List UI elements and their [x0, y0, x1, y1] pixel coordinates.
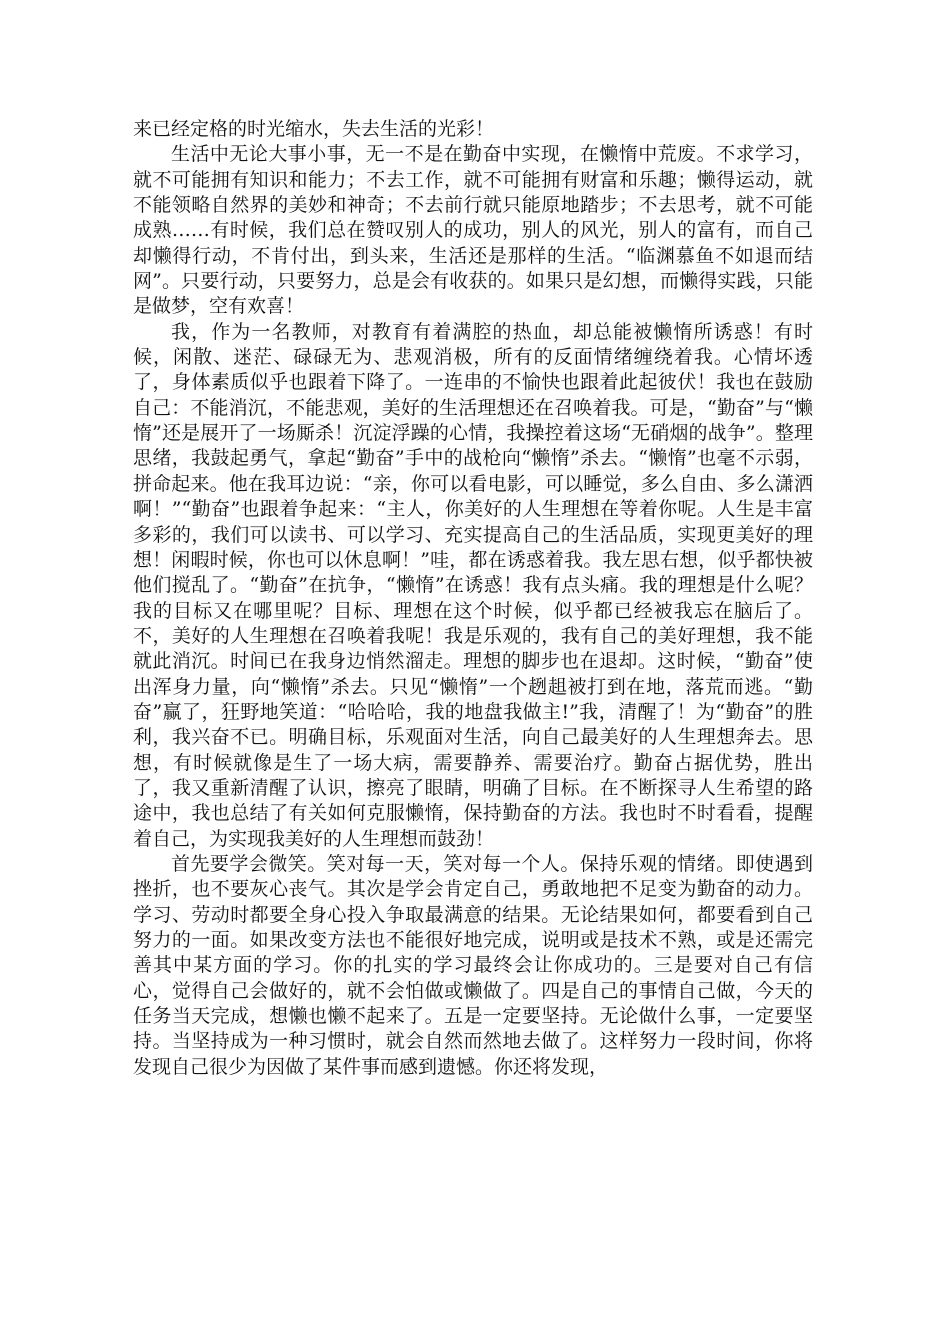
paragraph-teacher-struggle: 我，作为一名教师，对教育有着满腔的热血，却总能被懒惰所诱惑！有时候，闲散、迷茫、碌碌无为、悲观消极，所有的反面情绪缠绕着我。心情坏透了，身体素质似乎也跟着下降了。一连串的不愉快也跟着此起彼伏！我也在鼓励自己：不能消沉，不能悲观，美好的生活理想还在召唤着我。可是，“勤奋”与“懒惰”还是展开了一场厮杀！沉淀浮躁的心情，我操控着这场“无硝烟的战争”。整理思绪，我鼓起勇气，拿起“勤奋”手中的战枪向“懒惰”杀去。“懒惰”也毫不示弱，拼命起来。他在我耳边说：“亲，你可以看电影，可以睡觉，多么自由、多么潇洒啊！”“勤奋”也跟着争起来：“主人，你美好的人生理想在等着你呢。人生是丰富多彩的，我们可以读书、可以学习、充实提高自己的生活品质，实现更美好的理想！闲暇时候，你也可以休息啊！”哇，都在诱惑着我。我左思右想，似乎都快被他们搅乱了。“勤奋”在抗争，“懒惰”在诱惑！我有点头痛。我的理想是什么呢？我的目标又在哪里呢？目标、理想在这个时候，似乎都已经被我忘在脑后了。不，美好的人生理想在召唤着我呢！我是乐观的，我有自己的美好理想，我不能就此消沉。时间已在我身边悄然溜走。理想的脚步也在退却。这时候，“勤奋”使出浑身力量，向“懒惰”杀去。只见“懒惰”一个趔趄被打到在地，落荒而逃。“勤奋”赢了，狂野地笑道：“哈哈哈，我的地盘我做主!”我，清醒了！为“勤奋”的胜利，我兴奋不已。明确目标，乐观面对生活，向自己最美好的人生理想奔去。思想，有时候就像是生了一场大病，需要静养、需要治疗。勤奋占据优势，胜出了，我又重新清醒了认识，擦亮了眼睛，明确了目标。在不断探寻人生希望的路途中，我也总结了有关如何克服懒惰，保持勤奋的方法。我也时不时看看，提醒着自己，为实现我美好的人生理想而鼓劲！	[133, 320, 813, 850]
paragraph-continuation: 来已经定格的时光缩水，失去生活的光彩！	[133, 118, 495, 140]
document-body	[133, 117, 813, 1080]
paragraph-methods: 首先要学会微笑。笑对每一天，笑对每一个人。保持乐观的情绪。即使遇到挫折，也不要灰心丧气。其次是学会肯定自己，勇敢地把不足变为勤奋的动力。学习、劳动时都要全身心投入争取最满意的结果。无论结果如何，都要看到自己努力的一面。如果改变方法也不能很好地完成，说明或是技术不熟，或是还需完善其中某方面的学习。你的扎实的学习最终会让你成功的。三是要对自己有信心，觉得自己会做好的，就不会怕做或懒做了。四是自己的事情自己做，今天的任务当天完成，想懒也懒不起来了。五是一定要坚持。无论做什么事，一定要坚持。当坚持成为一种习惯时，就会自然而然地去做了。这样努力一段时间，你将发现自己很少为因做了某件事而感到遗憾。你还将发现，	[133, 852, 813, 1078]
paragraph-diligence-vs-laziness: 生活中无论大事小事，无一不是在勤奋中实现，在懒惰中荒废。不求学习，就不可能拥有知识和能力；不去工作，就不可能拥有财富和乐趣；懒得运动，就不能领略自然界的美妙和神奇；不去前行就只能原地踏步；不去思考，就不可能成熟……有时候，我们总在赞叹别人的成功，别人的风光，别人的富有，而自己却懒得行动，不肯付出，到头来，生活还是那样的生活。“临渊慕鱼不如退而结网”。只要行动，只要努力，总是会有收获的。如果只是幻想，而懒得实践，只能是做梦，空有欢喜！	[133, 143, 813, 318]
